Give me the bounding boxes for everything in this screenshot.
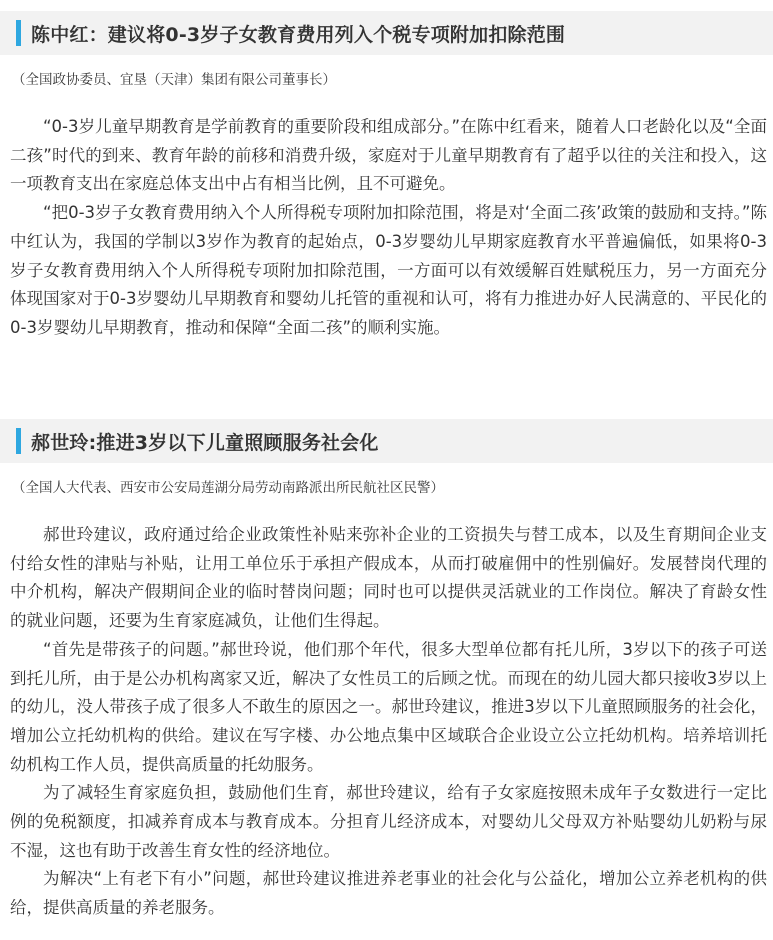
paragraph: “0-3岁儿童早期教育是学前教育的重要阶段和组成部分。”在陈中红看来，随着人口老龄化以及“全面二孩”时代的到来、教育年龄的前移和消费升级，家庭对于儿童早期教育有了超乎以往的关注和投入，这一项教育支出在家庭总体支出中占有相当比例，且不可避免。 [10, 117, 767, 194]
paragraph: 郝世玲建议，政府通过给企业政策性补贴来弥补企业的工资损失与替工成本，以及生育期间企业支付给女性的津贴与补贴，让用工单位乐于承担产假成本，从而打破雇佣中的性别偏好。发展替岗代理的中介机构，解决产假期间企业的临时替岗问题；同时也可以提供灵活就业的工作岗位。解决了育龄女性的就业问题，还要为生育家庭减负，让他们生得起。 [10, 525, 767, 631]
section-title: 郝世玲:推进3岁以下儿童照顾服务社会化 [31, 431, 379, 454]
section-body [10, 521, 767, 923]
section-affiliation: （全国人大代表、西安市公安局莲湖分局劳动南路派出所民航社区民警） [12, 480, 444, 496]
paragraph: 为解决“上有老下有小”问题，郝世玲建议推进养老事业的社会化与公益化，增加公立养老机构的供给，提供高质量的养老服务。 [10, 869, 767, 918]
section-title: 陈中红：建议将0-3岁子女教育费用列入个税专项附加扣除范围 [31, 23, 566, 46]
paragraph: “首先是带孩子的问题。”郝世玲说，他们那个年代，很多大型单位都有托儿所，3岁以下的孩子可送到托儿所，由于是公办机构离家又近，解决了女性员工的后顾之忧。而现在的幼儿园大都只接收3岁以上的幼儿，没人带孩子成了很多人不敢生的原因之一。郝世玲建议，推进3岁以下儿童照顾服务的社会化，增加公立托幼机构的供给。建议在写字楼、办公地点集中区域联合企业设立公立托幼机构。培养培训托幼机构工作人员，提供高质量的托幼服务。 [10, 639, 767, 774]
accent-bar [16, 428, 21, 454]
section-header-chen [0, 11, 773, 55]
accent-bar [16, 20, 21, 46]
paragraph: “把0-3岁子女教育费用纳入个人所得税专项附加扣除范围，将是对‘全面二孩’政策的鼓励和支持。”陈中红认为，我国的学制以3岁作为教育的起始点，0-3岁婴幼儿早期家庭教育水平普遍偏低，如果将0-3岁子女教育费用纳入个人所得税专项附加扣除范围，一方面可以有效缓解百姓赋税压力，另一方面充分体现国家对于0-3岁婴幼儿早期教育和婴幼儿托管的重视和认可，将有力推进办好人民满意的、平民化的0-3岁婴幼儿早期教育，推动和保障“全面二孩”的顺利实施。 [10, 203, 767, 337]
section-header-hao [0, 419, 773, 463]
section-affiliation: （全国政协委员、宜垦（天津）集团有限公司董事长） [12, 72, 336, 88]
paragraph: 为了减轻生育家庭负担，鼓励他们生育，郝世玲建议，给有子女家庭按照未成年子女数进行一定比例的免税额度，扣减养育成本与教育成本。分担育儿经济成本，对婴幼儿父母双方补贴婴幼儿奶粉与尿不湿，这也有助于改善生育女性的经济地位。 [10, 783, 767, 860]
section-body [10, 113, 767, 343]
